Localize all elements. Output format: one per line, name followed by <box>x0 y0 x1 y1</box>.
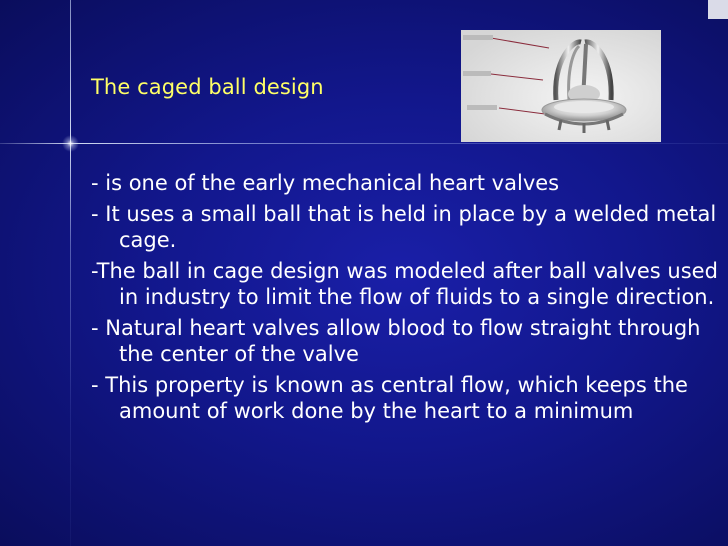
slide-title: The caged ball design <box>91 75 324 99</box>
decorative-horizontal-line <box>0 143 728 144</box>
bullet-item: - This property is known as central flow, which keeps the amount of work done by the heart to a minimum <box>91 373 688 423</box>
corner-thumbnail <box>708 0 728 19</box>
valve-illustration <box>461 30 661 142</box>
caged-ball-valve-image <box>461 30 661 142</box>
decorative-vertical-line <box>70 0 71 546</box>
bullet-item: - Natural heart valves allow blood to flow straight through the center of the valve <box>91 316 701 366</box>
bullet-item: -The ball in cage design was modeled after ball valves used in industry to limit the flow of fluids to a single direction. <box>91 259 718 309</box>
bullet-list <box>91 170 721 429</box>
bullet-item: - is one of the early mechanical heart valves <box>91 171 560 195</box>
decorative-sparkle-icon <box>62 135 79 152</box>
bullet-item: - It uses a small ball that is held in place by a welded metal cage. <box>91 202 717 252</box>
